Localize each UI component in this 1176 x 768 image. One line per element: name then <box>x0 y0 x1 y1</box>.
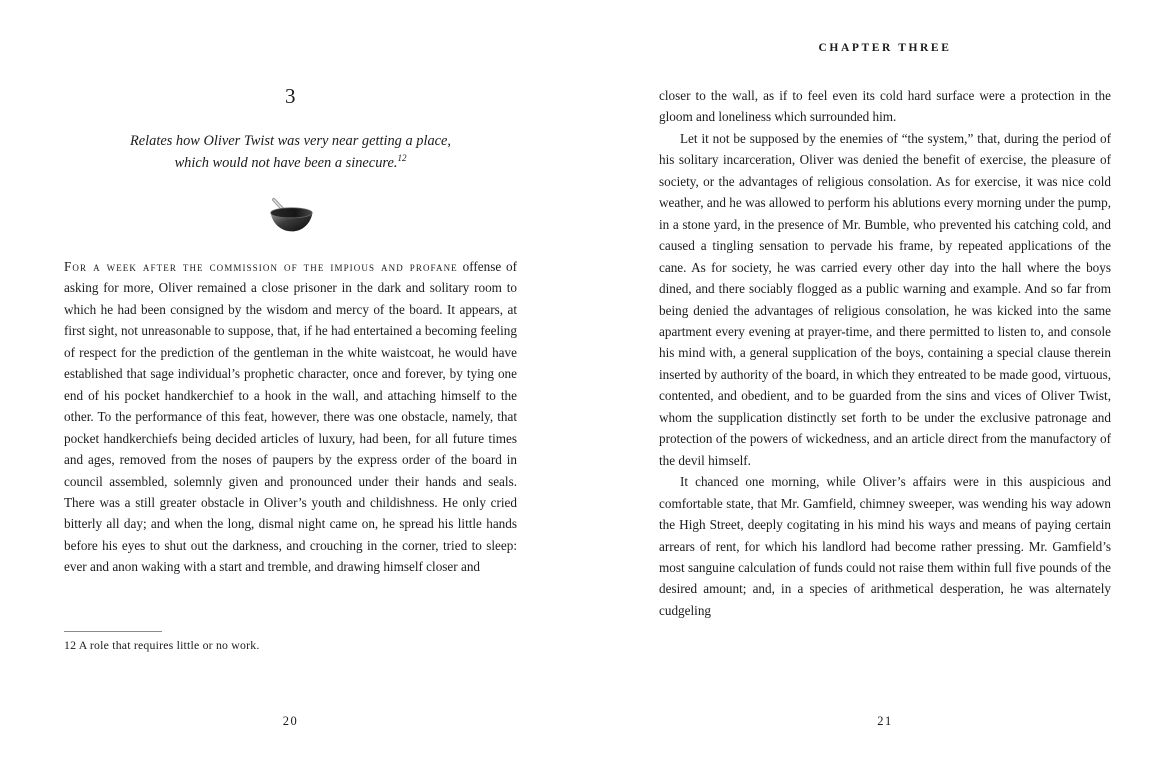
footnote-reference: 12 <box>397 153 407 164</box>
chapter-ornament <box>64 195 517 239</box>
opening-smallcaps-phrase: For a week after the commission of the impious and profane <box>64 259 458 274</box>
gruel-bowl-icon <box>262 195 320 237</box>
left-page-body <box>64 256 517 578</box>
page-number-right: 21 <box>877 714 893 728</box>
left-page <box>64 0 517 768</box>
body-paragraph: It chanced one morning, while Oliver’s affairs were in this auspicious and comfortable state, that Mr. Gamfield, chimney sweeper, was wending his way adown the High Street, deeply cogitating in his mind his ways and means of paying certain arrears of rent, for which his landlord had become rather pressing. Mr. Gamfield’s most sanguine calculation of funds could not raise them within full five pounds of the desired amount; and, in a species of arithmetical desperation, he was alternately cudgeling <box>659 474 1111 618</box>
right-page <box>659 0 1111 768</box>
body-paragraph <box>64 256 517 578</box>
chapter-number: 3 <box>285 84 296 108</box>
footnote-block <box>64 631 517 653</box>
body-paragraph: closer to the wall, as if to feel even its cold hard surface were a protection in the gloom and loneliness which surrounded him. <box>659 88 1111 125</box>
chapter-subtitle <box>64 130 517 174</box>
chapter-subtitle-line1: Relates how Oliver Twist was very near getting a place, <box>129 133 452 149</box>
chapter-subtitle-line2: which would not have been a sinecure. <box>174 155 398 171</box>
footnote-marker: 12 <box>64 638 77 652</box>
right-page-body <box>659 85 1111 621</box>
footnote-divider <box>64 631 162 632</box>
running-head: CHAPTER THREE <box>818 42 952 54</box>
page-number-left: 20 <box>282 714 299 728</box>
footnote <box>64 638 517 653</box>
paragraph-continuation: offense of asking for more, Oliver remained a close prisoner in the dark and solitary room to which he had been consigned by the wisdom and mercy of the board. It appears, at first sight, not unreasonable to suppose, that, if he had entertained a becoming feeling of respect for the prediction of the gentleman in the white waistcoat, he would have established that sage individual’s prophetic character, once and forever, by tying one end of his pocket handkerchief to a hook in the wall, and attaching himself to the other. To the performance of this feat, however, there was one obstacle, namely, that pocket handkerchiefs being decided articles of luxury, had been, for all future times and ages, removed from the noses of paupers by the express order of the board in council assembled, solemnly given and pronounced under their hands and seals. There was a still greater obstacle in Oliver’s youth and childishness. He only cried bitterly all day; and when the long, dismal night came on, he spread his little hands before his eyes to shut out the darkness, and crouching in the corner, tried to sleep: ever and anon waking with a start and tremble, and drawing himself closer and <box>64 259 517 575</box>
footnote-text: A role that requires little or no work. <box>78 638 260 652</box>
body-paragraph: Let it not be supposed by the enemies of “the system,” that, during the period of his solitary incarceration, Oliver was denied the benefit of exercise, the pleasure of society, or the advantages of religious consolation. As for exercise, it was nice cold weather, and he was allowed to perform his ablutions every morning under the pump, in a stone yard, in the presence of Mr. Bumble, who prevented his catching cold, and caused a tingling sensation to pervade his frame, by repeated applications of the cane. As for society, he was carried every other day into the hall where the boys dined, and there sociably flogged as a public warning and example. And so far from being denied the advantages of religious consolation, he was kicked into the same apartment every evening at prayer-time, and there permitted to listen to, and console his mind with, a general supplication of the boys, containing a special clause therein inserted by authority of the board, in which they entreated to be made good, virtuous, contented, and obedient, and to be guarded from the sins and vices of Oliver Twist, whom the supplication distinctly set forth to be under the exclusive patronage and protection of the powers of wickedness, and an article direct from the manufactory of the devil himself. <box>659 130 1111 468</box>
